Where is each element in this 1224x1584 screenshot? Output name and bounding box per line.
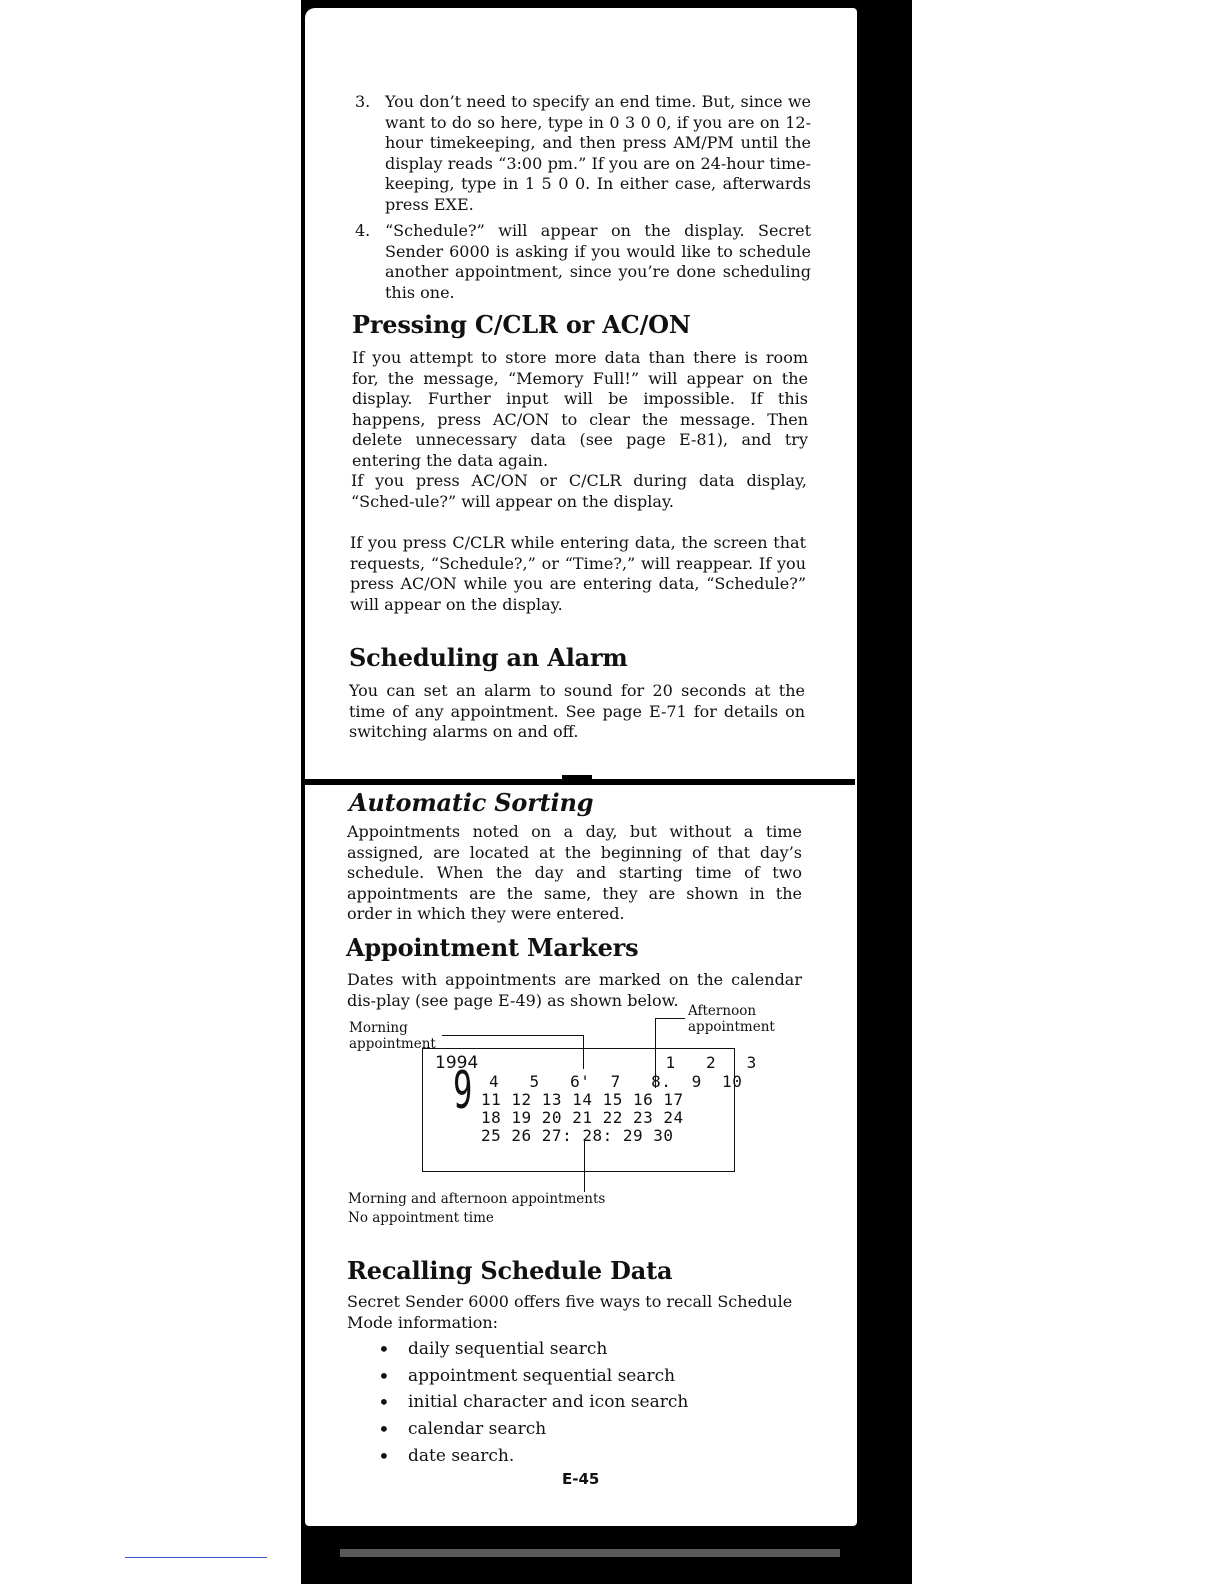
paragraph: You can set an alarm to sound for 20 seconds at the time of any appointment. See page E-71 for details on switching alarms on and off. <box>349 681 805 741</box>
label-line: Afternoon <box>688 1003 757 1019</box>
leader-line <box>655 1018 685 1019</box>
section-heading: Pressing C/CLR or AC/ON <box>352 310 691 339</box>
paragraph: If you press AC/ON or C/CLR during data display, “Sched-ule?” will appear on the display. <box>351 471 807 511</box>
calendar-display <box>422 1048 757 1172</box>
calendar-row: 11 12 13 14 15 16 17 <box>481 1090 684 1109</box>
label-line: appointment <box>688 1019 775 1035</box>
paragraph: Secret Sender 6000 offers five ways to recall Schedule Mode information: <box>347 1292 793 1332</box>
afternoon-label <box>688 1003 775 1035</box>
blue-rule <box>125 1557 267 1558</box>
page-number: E-45 <box>562 1470 600 1488</box>
bullet-icon: • <box>378 1417 390 1441</box>
calendar-row: 4 5 6' 7 8. 9 10 <box>489 1072 743 1091</box>
paragraph: Appointments noted on a day, but without a time assigned, are located at the beginning of that day’s schedule. When the day and starting time of two appointments are the same, they are shown in the order in which they were entered. <box>347 822 802 923</box>
calendar-row: 1 2 3 <box>473 1053 757 1072</box>
step-number: 4. <box>355 221 371 240</box>
step-text: “Schedule?” will appear on the display. Secret Sender 6000 is asking if you would like to schedule another appointment, since you’re done scheduling this one. <box>385 221 811 302</box>
scan-artifact <box>340 1549 840 1557</box>
paragraph: Dates with appointments are marked on the calendar dis-play (see page E-49) as shown below. <box>347 970 802 1010</box>
bullet-icon: • <box>378 1364 390 1388</box>
bullet-text: appointment sequential search <box>408 1366 676 1386</box>
paragraph: If you press C/CLR while entering data, the screen that requests, “Schedule?,” or “Time?,” will reappear. If you press AC/ON while you are entering data, “Schedule?” will appear on the display. <box>350 533 806 614</box>
bullet-icon: • <box>378 1390 390 1414</box>
calendar-row: 25 26 27: 28: 29 30 <box>481 1126 674 1145</box>
bullet-text: initial character and icon search <box>408 1392 689 1412</box>
paragraph: If you attempt to store more data than there is room for, the message, “Memory Full!” will appear on the display. Further input will be impossible. If this happens, press AC/ON to clear the message. Then delete unnecessary data (see page E-81), and try entering the data again. <box>352 348 808 470</box>
section-heading: Automatic Sorting <box>349 788 594 817</box>
bullet-icon: • <box>378 1337 390 1361</box>
bullet-text: daily sequential search <box>408 1339 608 1359</box>
leader-line <box>442 1035 584 1036</box>
divider-mark <box>562 775 592 784</box>
bullet-icon: • <box>378 1444 390 1468</box>
bullet-text: date search. <box>408 1446 515 1466</box>
calendar-year: 1994 <box>435 1053 479 1073</box>
label-line: appointment <box>349 1036 436 1052</box>
label-line: Morning and afternoon appointments <box>348 1191 606 1207</box>
step-number: 3. <box>355 92 371 111</box>
bullet-text: calendar search <box>408 1419 547 1439</box>
section-heading: Appointment Markers <box>346 933 639 962</box>
section-heading: Scheduling an Alarm <box>349 643 628 672</box>
label-line: No appointment time <box>348 1210 494 1226</box>
calendar-row: 18 19 20 21 22 23 24 <box>481 1108 684 1127</box>
section-heading: Recalling Schedule Data <box>347 1256 673 1285</box>
both-label <box>348 1191 605 1226</box>
step-text: You don’t need to specify an end time. But, since we want to do so here, type in 0 3 0 0, if you are on 12-hour timekeeping, and then press AM/PM until the display reads “3:00 pm.” If you are on 24-hour time-keeping, type in 1 5 0 0. In either case, afterwards press EXE. <box>385 92 811 214</box>
calendar-month: 9 <box>453 1061 473 1121</box>
label-line: Morning <box>349 1020 408 1036</box>
